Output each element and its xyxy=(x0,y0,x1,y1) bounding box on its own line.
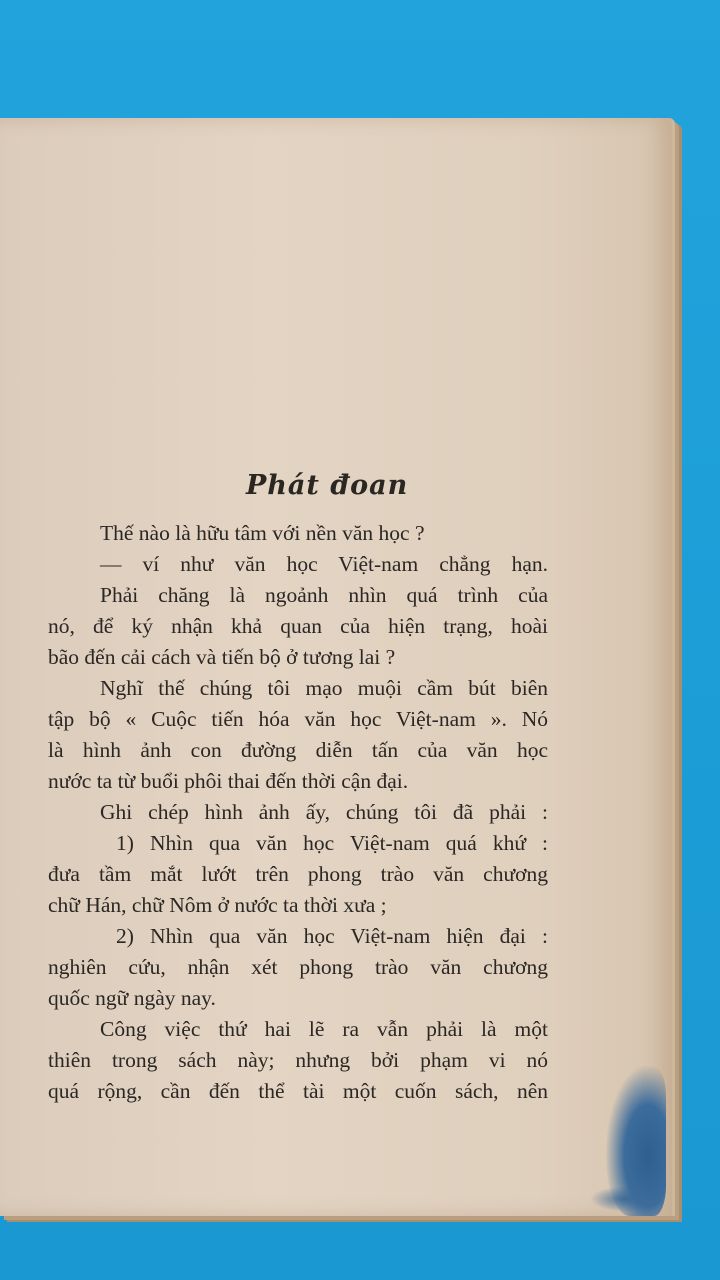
book-page xyxy=(0,118,675,1216)
text-line: nó, để ký nhận khả quan của hiện trạng, hoài xyxy=(48,614,548,638)
text-line: tập bộ « Cuộc tiến hóa văn học Việt-nam ». Nó xyxy=(48,707,548,731)
body-text xyxy=(48,518,548,1107)
text-line: chữ Hán, chữ Nôm ở nước ta thời xưa ; xyxy=(48,893,387,917)
text-line: quốc ngữ ngày nay. xyxy=(48,986,216,1010)
text-line: Nghĩ thế chúng tôi mạo muội cầm bút biên xyxy=(100,676,548,700)
text-line: quá rộng, cần đến thể tài một cuốn sách, nên xyxy=(48,1079,548,1103)
text-line: — ví như văn học Việt-nam chẳng hạn. xyxy=(100,552,548,576)
text-line: nghiên cứu, nhận xét phong trào văn chương xyxy=(48,955,548,979)
page-heading: Phát đoan xyxy=(246,470,409,501)
ink-stain-bottom xyxy=(590,1186,650,1212)
text-line: thiên trong sách này; nhưng bởi phạm vi nó xyxy=(48,1048,548,1072)
text-line: nước ta từ buổi phôi thai đến thời cận đại. xyxy=(48,769,409,793)
text-line: 2) Nhìn qua văn học Việt-nam hiện đại : xyxy=(116,924,548,948)
text-line: là hình ảnh con đường diễn tấn của văn học xyxy=(48,738,548,762)
text-line: 1) Nhìn qua văn học Việt-nam quá khứ : xyxy=(116,831,548,855)
text-line: Ghi chép hình ảnh ấy, chúng tôi đã phải : xyxy=(100,800,548,824)
text-line: Phải chăng là ngoảnh nhìn quá trình của xyxy=(100,583,548,607)
text-line: Công việc thứ hai lẽ ra vẫn phải là một xyxy=(100,1017,548,1041)
text-line: Thế nào là hữu tâm với nền văn học ? xyxy=(100,521,425,545)
text-line: bão đến cải cách và tiến bộ ở tương lai ? xyxy=(48,645,396,669)
text-line: đưa tầm mắt lướt trên phong trào văn chương xyxy=(48,862,548,886)
